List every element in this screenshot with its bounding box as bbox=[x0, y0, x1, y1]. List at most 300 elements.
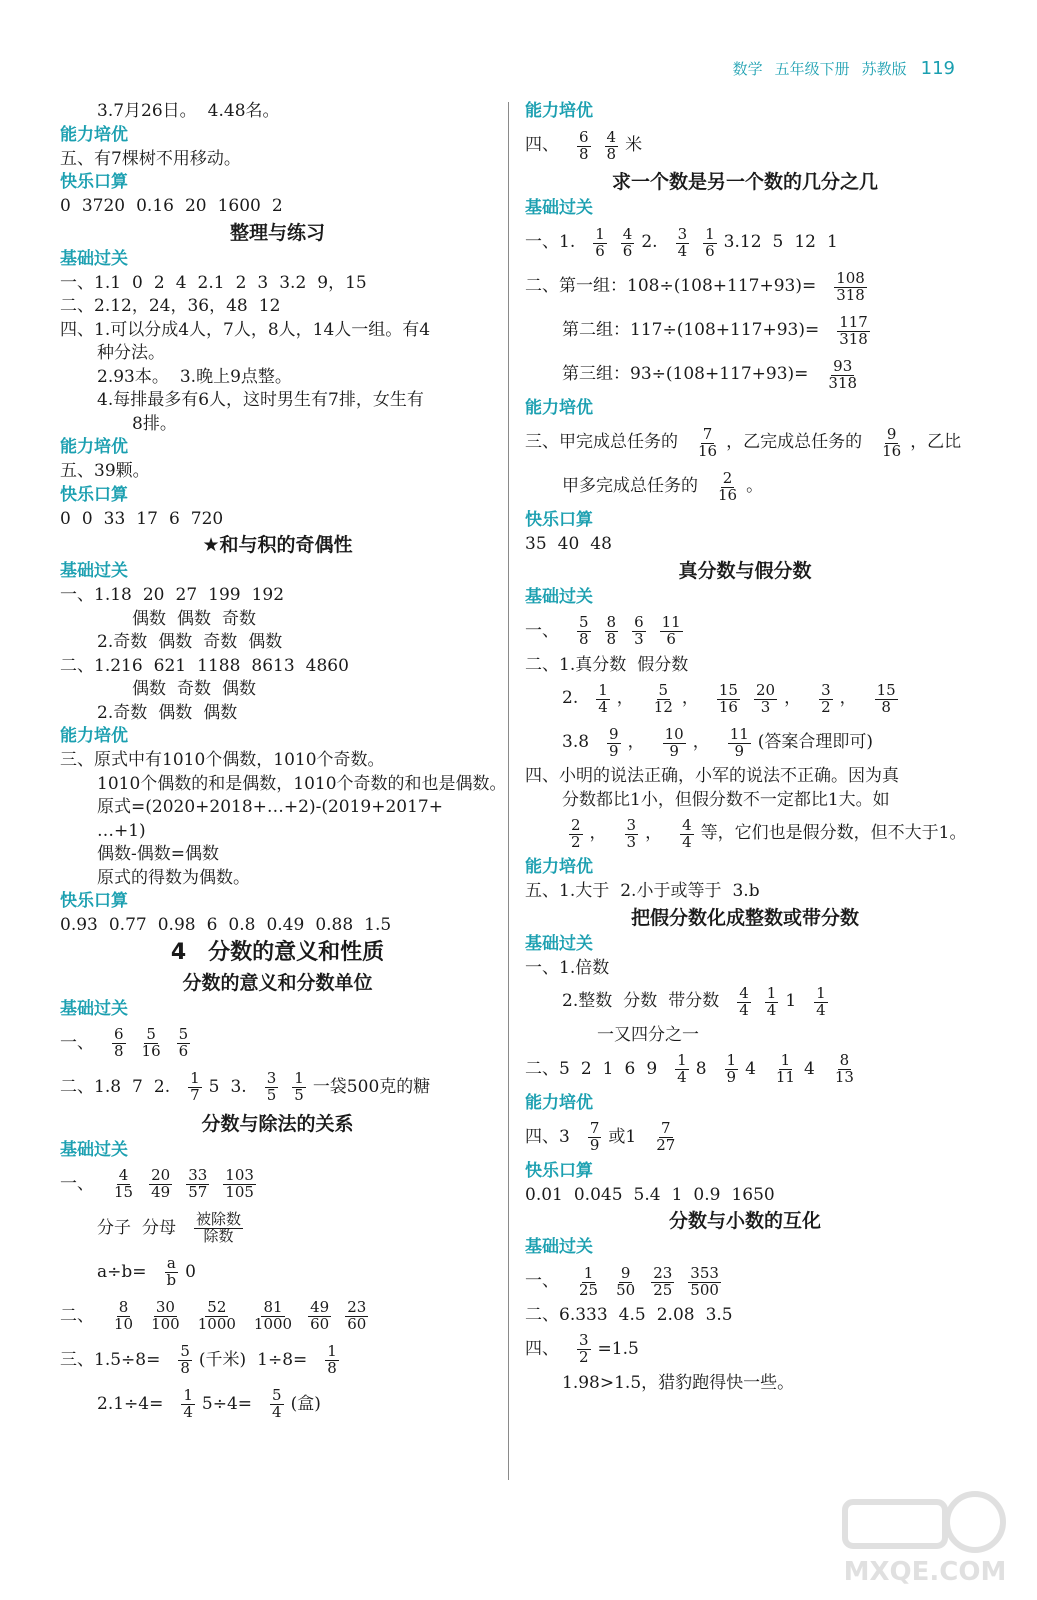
answer-line bbox=[60, 796, 495, 820]
answer-line bbox=[525, 980, 965, 1024]
fraction bbox=[605, 615, 619, 648]
answer-line bbox=[525, 677, 965, 721]
fraction bbox=[596, 680, 610, 716]
answer-text: 四、1.可以分成4人，7人，8人，14人一组。有4 bbox=[60, 319, 431, 340]
answer-text: 第三组：93÷(108+117+93)= bbox=[562, 364, 809, 385]
answer-text: 2 bbox=[153, 272, 165, 293]
fraction bbox=[716, 468, 739, 504]
section-label: 快乐口算 bbox=[525, 510, 593, 530]
answer-text: 3.b bbox=[732, 881, 760, 902]
fraction-denominator: 9 bbox=[726, 1068, 737, 1086]
fraction-denominator: 4 bbox=[682, 832, 692, 851]
fraction bbox=[112, 1168, 135, 1201]
answer-text: 二、 bbox=[60, 1305, 94, 1326]
fraction bbox=[737, 983, 751, 1019]
section-heading: 整理与练习 bbox=[229, 221, 325, 244]
fraction-denominator: 105 bbox=[225, 1183, 254, 1201]
answer-text: 20 bbox=[184, 196, 207, 217]
fraction-denominator: 16 bbox=[882, 441, 902, 460]
answer-text: 三、原式中有1010个偶数，1010个奇数。 bbox=[60, 750, 385, 771]
answer-line bbox=[525, 421, 965, 465]
answer-text: ， bbox=[616, 688, 634, 709]
answer-line bbox=[60, 608, 495, 632]
answer-text: 2.08 bbox=[656, 1305, 695, 1326]
section-label: 基础过关 bbox=[525, 198, 593, 218]
fraction bbox=[676, 224, 690, 260]
answer-text: 2.93本。 bbox=[97, 366, 169, 387]
answer-line bbox=[525, 1260, 965, 1304]
answer-text: 7 bbox=[132, 1076, 143, 1097]
fraction-numerator: 93 bbox=[833, 356, 853, 375]
answer-line bbox=[60, 1295, 495, 1339]
answer-text: ， bbox=[589, 823, 607, 844]
header-grade: 五年级下册 bbox=[774, 60, 850, 78]
fraction-denominator: 3 bbox=[760, 697, 771, 716]
fraction-numerator: 11 bbox=[729, 724, 749, 743]
answer-text: 0 bbox=[132, 272, 143, 293]
answer-text: 2 bbox=[580, 1058, 592, 1079]
fraction-numerator: 353 bbox=[690, 1263, 719, 1282]
fraction-numerator: 9 bbox=[620, 1263, 631, 1282]
answer-text: 2 bbox=[271, 196, 283, 217]
answer-text: 20 bbox=[142, 585, 165, 606]
fraction-denominator: 9 bbox=[589, 1136, 600, 1154]
fraction-numerator: 108 bbox=[836, 268, 865, 287]
answer-text: 一、 bbox=[525, 620, 559, 641]
answer-line bbox=[60, 1251, 495, 1295]
answer-line bbox=[60, 1022, 495, 1066]
fraction bbox=[625, 815, 639, 851]
answer-line bbox=[60, 460, 495, 484]
page-number: 119 bbox=[920, 58, 955, 79]
answer-text: 偶数 bbox=[158, 702, 193, 723]
header-subject: 数学 bbox=[732, 60, 763, 78]
fraction-numerator: 1 bbox=[598, 680, 608, 699]
fraction-denominator: 15 bbox=[114, 1183, 134, 1201]
fraction-denominator: 13 bbox=[834, 1068, 854, 1086]
answer-text: 一、1.1 bbox=[60, 272, 122, 293]
answer-text: 0 bbox=[60, 508, 71, 529]
answer-text: 2.奇数 bbox=[97, 702, 148, 723]
fraction bbox=[696, 424, 719, 460]
section-label: 快乐口算 bbox=[60, 484, 128, 505]
answer-text: 33 bbox=[103, 508, 126, 529]
fraction-denominator: 16 bbox=[718, 697, 738, 716]
fraction-numerator: 1 bbox=[294, 1069, 304, 1088]
answer-text: 3. bbox=[230, 1076, 247, 1097]
answer-text: 4.5 bbox=[618, 1305, 646, 1326]
fraction-numerator: 1 bbox=[327, 1342, 337, 1361]
answer-text: ， bbox=[627, 732, 645, 753]
section-label: 快乐口算 bbox=[60, 891, 128, 911]
fraction bbox=[837, 312, 870, 348]
fraction-denominator: 1000 bbox=[197, 1315, 236, 1333]
answer-text: 3.8 bbox=[562, 732, 590, 753]
answer-text: 3.7月26日。 bbox=[97, 101, 197, 122]
fraction-numerator: 6 bbox=[579, 127, 589, 146]
fraction-numerator: 2 bbox=[571, 815, 581, 834]
watermark-logo bbox=[835, 1480, 1015, 1590]
fraction-numerator: 5 bbox=[272, 1386, 282, 1405]
answer-text: 0.8 bbox=[228, 915, 256, 936]
answer-line bbox=[525, 1372, 965, 1396]
answer-text: 48 bbox=[590, 534, 612, 555]
answer-line bbox=[525, 124, 965, 168]
answer-text: 4 bbox=[803, 1058, 815, 1079]
answer-line bbox=[525, 1328, 965, 1372]
answer-text: 2.1 bbox=[197, 272, 225, 293]
answer-text: 或1 bbox=[608, 1126, 637, 1147]
page-header bbox=[721, 58, 955, 79]
fraction-numerator: 11 bbox=[661, 613, 681, 632]
fraction-denominator: 318 bbox=[839, 329, 868, 348]
answer-text: 0.49 bbox=[266, 915, 305, 936]
fraction bbox=[880, 424, 903, 460]
section-label: 基础过关 bbox=[60, 998, 128, 1019]
answer-line bbox=[525, 1116, 965, 1160]
fraction bbox=[688, 1263, 721, 1299]
fraction-numerator: 30 bbox=[155, 1298, 175, 1317]
answer-text: 8排。 bbox=[132, 413, 177, 434]
fraction-denominator: 4 bbox=[272, 1403, 282, 1421]
fraction bbox=[754, 680, 777, 716]
fraction-numerator: 9 bbox=[609, 724, 619, 743]
answer-text: 四、小明的说法正确，小军的说法不正确。因为真 bbox=[525, 766, 899, 787]
answer-line bbox=[525, 1184, 965, 1208]
answer-line bbox=[525, 1304, 965, 1328]
fraction bbox=[577, 615, 591, 648]
fraction bbox=[140, 1027, 163, 1060]
section-label: 能力培优 bbox=[525, 101, 593, 121]
answer-text: 2.奇数 bbox=[97, 632, 148, 653]
answer-text: 偶数 bbox=[222, 679, 256, 700]
answer-text: 3.5 bbox=[705, 1305, 733, 1326]
fraction-numerator: 10 bbox=[664, 724, 684, 743]
fraction-numerator: 81 bbox=[263, 1298, 283, 1317]
answer-text: 4.每排最多有6人，这时男生有7排，女生有 bbox=[97, 390, 424, 411]
section-label: 能力培优 bbox=[525, 1092, 593, 1113]
fraction bbox=[826, 356, 859, 392]
left-column bbox=[60, 100, 507, 1427]
answer-text: 2. bbox=[153, 1076, 171, 1097]
fraction-denominator: 8 bbox=[180, 1359, 190, 1377]
answer-line bbox=[60, 272, 495, 296]
answer-text: 四、 bbox=[525, 135, 559, 156]
fraction bbox=[607, 724, 621, 760]
answer-text: a÷b= bbox=[97, 1261, 147, 1282]
answer-text: ，乙比 bbox=[910, 432, 962, 453]
fraction-numerator: 4 bbox=[622, 224, 633, 243]
fraction-numerator: a bbox=[166, 1254, 176, 1273]
answer-line bbox=[60, 100, 495, 124]
fraction bbox=[593, 224, 607, 260]
fraction-denominator: 11 bbox=[775, 1068, 795, 1086]
fraction bbox=[875, 680, 898, 716]
fraction bbox=[654, 1121, 677, 1154]
fraction bbox=[196, 1300, 238, 1333]
fraction bbox=[765, 983, 779, 1019]
answer-line bbox=[60, 843, 495, 867]
watermark-text: MXQE.COM bbox=[843, 1557, 1007, 1587]
fraction-denominator: 4 bbox=[598, 697, 608, 716]
answer-text: 偶数-偶数=偶数 bbox=[97, 844, 219, 865]
answer-text: 5÷4= bbox=[201, 1393, 253, 1414]
fraction bbox=[833, 1053, 856, 1086]
fraction bbox=[112, 1300, 135, 1333]
fraction-denominator: 57 bbox=[188, 1183, 208, 1201]
answer-text: 4 bbox=[175, 272, 187, 293]
fraction bbox=[177, 1027, 191, 1060]
answer-text: 2.1÷4= bbox=[97, 1393, 164, 1414]
answer-text: 五、1.大于 bbox=[525, 881, 610, 902]
answer-text: ， bbox=[839, 688, 857, 709]
answer-line bbox=[60, 1207, 495, 1251]
fraction bbox=[165, 1256, 179, 1289]
fraction bbox=[632, 615, 646, 648]
fraction-numerator: 3 bbox=[677, 224, 688, 243]
answer-line bbox=[525, 721, 965, 765]
answer-text: 1÷8= bbox=[257, 1349, 308, 1370]
answer-text: 9 bbox=[646, 1058, 658, 1079]
answer-line bbox=[60, 631, 495, 655]
answer-text: 35 bbox=[525, 534, 547, 555]
answer-text: 二、1.8 bbox=[60, 1076, 122, 1097]
section-label: 能力培优 bbox=[60, 124, 128, 145]
answer-text: 0.77 bbox=[108, 915, 147, 936]
fraction-numerator: 7 bbox=[589, 1119, 600, 1138]
fraction bbox=[703, 224, 717, 260]
answer-text: 偶数 bbox=[203, 702, 238, 723]
answer-text: ，乙完成总任务的 bbox=[726, 432, 863, 453]
fraction-numerator: 1 bbox=[595, 224, 605, 243]
answer-text: 0.16 bbox=[136, 196, 174, 217]
answer-line bbox=[60, 1163, 495, 1207]
fraction-denominator: 5 bbox=[266, 1086, 277, 1104]
fraction-denominator: 4 bbox=[816, 1000, 826, 1019]
fraction-numerator: 52 bbox=[207, 1298, 227, 1317]
answer-line bbox=[525, 765, 965, 789]
answer-text: ， bbox=[645, 823, 663, 844]
answer-text: 1.5 bbox=[364, 915, 392, 936]
answer-text: 1188 bbox=[197, 655, 241, 676]
fraction bbox=[577, 1263, 600, 1299]
answer-text: 0 bbox=[185, 1261, 196, 1282]
answer-text: 0 bbox=[81, 508, 93, 529]
answer-text: 偶数 bbox=[132, 679, 166, 700]
answer-text: 2 bbox=[235, 272, 247, 293]
fraction-denominator: 49 bbox=[151, 1183, 171, 1201]
fraction bbox=[614, 1263, 637, 1299]
answer-text: 8 bbox=[695, 1058, 707, 1079]
answer-text: 9，15 bbox=[317, 272, 367, 293]
fraction-denominator: 4 bbox=[766, 1000, 777, 1019]
fraction-numerator: 5 bbox=[146, 1025, 156, 1044]
answer-text: 偶数 bbox=[177, 608, 211, 629]
answer-text: 二、1.216 bbox=[60, 655, 143, 676]
section-label: 基础过关 bbox=[60, 1139, 128, 1160]
fraction-numerator: 5 bbox=[180, 1342, 190, 1361]
section-label: 基础过关 bbox=[525, 586, 593, 607]
answer-line bbox=[525, 812, 965, 856]
fraction-numerator: 4 bbox=[606, 127, 617, 146]
fraction bbox=[265, 1071, 279, 1104]
fraction-denominator: 5 bbox=[294, 1086, 304, 1104]
answer-text: 27 bbox=[175, 585, 198, 606]
fraction bbox=[186, 1168, 209, 1201]
answer-text: 4860 bbox=[305, 655, 349, 676]
answer-text: 五、39颗。 bbox=[60, 461, 150, 482]
fraction-denominator: 8 bbox=[579, 144, 589, 163]
answer-text: 2.整数 bbox=[562, 991, 613, 1012]
fraction-numerator: 2 bbox=[722, 468, 733, 487]
fraction-numerator: 49 bbox=[310, 1298, 330, 1317]
answer-text: 12 bbox=[258, 296, 281, 317]
fraction-numerator: 3 bbox=[821, 680, 831, 699]
answer-line bbox=[60, 389, 495, 413]
fraction bbox=[149, 1300, 182, 1333]
answer-line bbox=[60, 1383, 495, 1427]
answer-text: 一、 bbox=[60, 1032, 94, 1053]
fraction-numerator: 15 bbox=[718, 680, 738, 699]
answer-line bbox=[525, 1048, 965, 1092]
fraction bbox=[680, 815, 694, 851]
answer-text: 1600 bbox=[217, 196, 261, 217]
fraction bbox=[725, 1053, 739, 1086]
fraction-denominator: 9 bbox=[734, 741, 744, 760]
fraction bbox=[325, 1344, 339, 1377]
section-label: 快乐口算 bbox=[525, 1160, 593, 1181]
fraction bbox=[814, 983, 828, 1019]
fraction-denominator: 除数 bbox=[203, 1227, 234, 1245]
fraction bbox=[651, 1263, 674, 1299]
fraction-numerator: 8 bbox=[118, 1298, 129, 1317]
answer-text: 1 bbox=[826, 232, 838, 253]
fraction bbox=[728, 724, 751, 760]
answer-line bbox=[525, 353, 965, 397]
answer-text: 720 bbox=[190, 508, 224, 529]
answer-line bbox=[60, 342, 495, 366]
answer-text: 三、1.5÷8= bbox=[60, 1349, 161, 1370]
fraction bbox=[188, 1071, 202, 1104]
answer-text: ， bbox=[784, 688, 802, 709]
answer-text: 1 bbox=[785, 991, 797, 1012]
answer-text: 0.93 bbox=[60, 915, 98, 936]
answer-text: 五、有7棵树不用移动。 bbox=[60, 148, 241, 169]
answer-line bbox=[525, 533, 965, 557]
fraction-denominator: 4 bbox=[739, 1000, 749, 1019]
fraction-denominator: 8 bbox=[606, 144, 617, 163]
fraction-denominator: 16 bbox=[698, 441, 718, 460]
answer-text: ， bbox=[681, 688, 699, 709]
answer-text: 一、1.18 bbox=[60, 585, 132, 606]
answer-text: 40 bbox=[557, 534, 580, 555]
fraction-denominator: 8 bbox=[114, 1042, 124, 1060]
answer-line bbox=[525, 1024, 965, 1048]
answer-text: 6 bbox=[206, 915, 218, 936]
answer-text: 3.晚上9点整。 bbox=[179, 366, 292, 387]
answer-text: 0.98 bbox=[157, 915, 196, 936]
answer-text: 0.045 bbox=[573, 1184, 623, 1205]
fraction-numerator: 103 bbox=[225, 1166, 254, 1185]
section-label: 能力培优 bbox=[60, 437, 128, 457]
answer-text: 带分数 bbox=[668, 991, 720, 1012]
fraction-numerator: 1 bbox=[705, 224, 715, 243]
answer-text: 5 bbox=[772, 232, 784, 253]
answer-text: 假分数 bbox=[637, 654, 689, 675]
answer-text: 等，它们也是假分数，但不大于1。 bbox=[700, 823, 967, 844]
column-divider bbox=[508, 102, 509, 1480]
answer-line bbox=[525, 610, 965, 654]
fraction-denominator: 6 bbox=[595, 241, 605, 260]
section-heading: 把假分数化成整数或带分数 bbox=[630, 906, 859, 929]
answer-line bbox=[525, 465, 965, 509]
answer-text: 二、1.真分数 bbox=[525, 654, 627, 675]
fraction bbox=[270, 1388, 284, 1421]
fraction bbox=[223, 1168, 256, 1201]
fraction-denominator: 27 bbox=[656, 1136, 676, 1154]
fraction-denominator: 6 bbox=[622, 241, 633, 260]
fraction bbox=[819, 680, 833, 716]
fraction-denominator: 318 bbox=[828, 373, 858, 392]
fraction-denominator: 3 bbox=[634, 630, 644, 648]
fraction-numerator: 8 bbox=[606, 613, 617, 632]
answer-line bbox=[525, 789, 965, 813]
answer-text: 5 bbox=[208, 1076, 220, 1097]
answer-text: 偶数 bbox=[158, 632, 193, 653]
fraction-denominator: b bbox=[166, 1271, 177, 1289]
fraction bbox=[178, 1344, 192, 1377]
answer-text: 一袋500克的糖 bbox=[312, 1076, 431, 1097]
section-heading: 分数与小数的互化 bbox=[668, 1210, 821, 1232]
answer-text: 0.88 bbox=[315, 915, 354, 936]
answer-text: 2. bbox=[562, 688, 579, 709]
fraction bbox=[345, 1300, 368, 1333]
fraction-numerator: 5 bbox=[658, 680, 669, 699]
fraction-denominator: 50 bbox=[616, 1280, 636, 1299]
fraction-numerator: 4 bbox=[682, 815, 692, 834]
answer-text: 甲多完成总任务的 bbox=[562, 476, 698, 497]
fraction-denominator: 8 bbox=[579, 630, 589, 648]
section-label: 能力培优 bbox=[525, 857, 593, 877]
fraction-numerator: 3 bbox=[266, 1069, 277, 1088]
fraction-denominator: 8 bbox=[606, 630, 617, 648]
fraction bbox=[652, 680, 675, 716]
fraction-denominator: 6 bbox=[178, 1042, 189, 1060]
section-heading: ★和与积的奇偶性 bbox=[202, 534, 353, 556]
fraction bbox=[577, 1333, 591, 1366]
answer-line bbox=[60, 295, 495, 319]
fraction-numerator: 4 bbox=[118, 1166, 129, 1185]
fraction bbox=[112, 1027, 126, 1060]
fraction bbox=[149, 1168, 172, 1201]
answer-text: 0 bbox=[60, 196, 71, 217]
answer-text: 一又四分之一 bbox=[597, 1025, 699, 1046]
chapter-title: 4 分数的意义和性质 bbox=[170, 939, 385, 965]
fraction-numerator: 5 bbox=[178, 1025, 189, 1044]
answer-text: 分数都比1小，但假分数不一定都比1大。如 bbox=[562, 789, 890, 810]
fraction-denominator: 8 bbox=[881, 697, 891, 716]
answer-line bbox=[525, 654, 965, 678]
answer-line bbox=[525, 265, 965, 309]
fraction-denominator: 2 bbox=[821, 697, 831, 716]
answer-text: (答案合理即可) bbox=[757, 732, 874, 753]
answer-line bbox=[525, 957, 965, 981]
fraction-denominator: 60 bbox=[347, 1315, 367, 1333]
fraction bbox=[252, 1300, 294, 1333]
answer-text: 偶数 bbox=[248, 632, 283, 653]
answer-text: 二、6.333 bbox=[525, 1305, 608, 1326]
fraction-denominator: 500 bbox=[690, 1280, 719, 1299]
